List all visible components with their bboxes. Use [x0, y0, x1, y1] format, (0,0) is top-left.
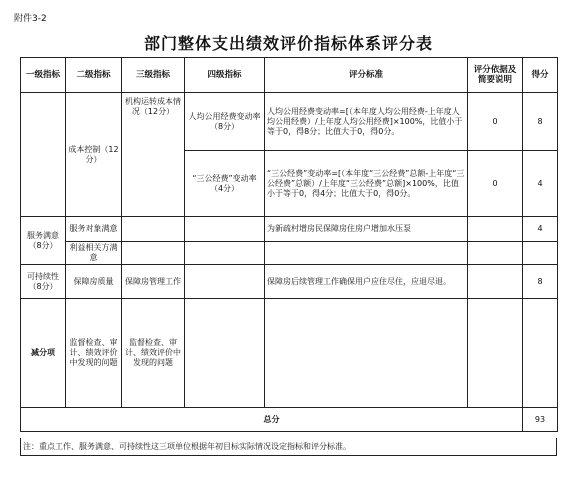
- cell-sustain: 可持续性（8分）: [21, 265, 66, 299]
- header-level4: 四级指标: [185, 58, 265, 93]
- cell-per-capita-basis: 0: [468, 93, 523, 151]
- cell-service-object: 服务对象满意: [66, 217, 122, 242]
- cell-per-capita-score: 8: [523, 93, 558, 151]
- score-table: [20, 57, 558, 432]
- cell-blank: [265, 299, 468, 408]
- cell-service-score: 4: [523, 217, 558, 242]
- page-title: 部门整体支出绩效评价指标体系评分表: [143, 34, 433, 53]
- table-row: [21, 265, 558, 299]
- cell-blank: [265, 242, 468, 265]
- cell-sustain-level2: 保障房质量: [66, 265, 122, 299]
- total-row: [21, 408, 558, 432]
- header-basis: 评分依据及简要说明: [468, 58, 523, 93]
- table-row: [21, 299, 558, 408]
- cell-cost-control: 成本控制（12分）: [66, 93, 122, 217]
- cell-stakeholder: 利益相关方满意: [66, 242, 122, 265]
- header-row: [21, 58, 558, 93]
- total-score: 93: [523, 408, 558, 432]
- cell-sustain-criteria: 保障房后续管理工作确保用户应住尽住，应退尽退。: [265, 265, 468, 299]
- header-score: 得分: [523, 58, 558, 93]
- footnote: 注：重点工作、服务满意、可持续性这三项单位根据年初目标实际情况设定指标和评分标准。: [20, 438, 557, 456]
- cell-three-score: 4: [523, 151, 558, 217]
- table-row: [21, 217, 558, 242]
- cell-blank: [468, 265, 523, 299]
- cell-blank: [185, 242, 265, 265]
- cell-service-criteria: 为新疏村增房民保障房住房户增加水压泵: [265, 217, 468, 242]
- cell-deduct-level3: 监督检查、审计、绩效评价中发现的问题: [122, 299, 185, 408]
- cell-per-capita-criteria: 人均公用经费变动率=[（本年度人均公用经费-上年度人均公用经费）/上年度人均公用经费]×100%，比值小于等于0，得8分；比值大于0，得0分。: [265, 93, 468, 151]
- cell-sustain-level3: 保障房管理工作: [122, 265, 185, 299]
- cell-deduct-level2: 监督检查、审计、绩效评价中发现的问题: [66, 299, 122, 408]
- cell-blank: [468, 242, 523, 265]
- cell-blank: [468, 299, 523, 408]
- cell-blank: [185, 217, 265, 242]
- cell-sustain-score: 8: [523, 265, 558, 299]
- cell-three-criteria: “三公经费”变动率=[（本年度“三公经费”总额-上年度“三公经费”总额）/上年度“三公经费”总额]×100%，比值小于等于0，得4分；比值大于0，得0分。: [265, 151, 468, 217]
- cell-institution-cost: 机构运转成本情况（12分）: [122, 93, 185, 217]
- cell-blank: [185, 299, 265, 408]
- total-label: 总分: [21, 408, 523, 432]
- cell-service: 服务满意（8分）: [21, 217, 66, 265]
- cell-blank: [185, 265, 265, 299]
- header-level2: 二级指标: [66, 58, 122, 93]
- header-level1: 一级指标: [21, 58, 66, 93]
- cell-per-capita-indicator: 人均公用经费变动率（8分）: [185, 93, 265, 151]
- table-row: [21, 242, 558, 265]
- cell-three-indicator: “三公经费”变动率（4分）: [185, 151, 265, 217]
- cell-blank: [523, 299, 558, 408]
- table-row: [21, 93, 558, 151]
- cell-deduct: 减分项: [21, 299, 66, 408]
- attachment-label: 附件3-2: [14, 14, 47, 24]
- header-level3: 三级指标: [122, 58, 185, 93]
- cell-blank: [468, 217, 523, 242]
- cell-level1-blank: [21, 93, 66, 217]
- cell-blank: [523, 242, 558, 265]
- header-criteria: 评分标准: [265, 58, 468, 93]
- cell-blank: [122, 242, 185, 265]
- cell-blank: [122, 217, 185, 242]
- cell-three-basis: 0: [468, 151, 523, 217]
